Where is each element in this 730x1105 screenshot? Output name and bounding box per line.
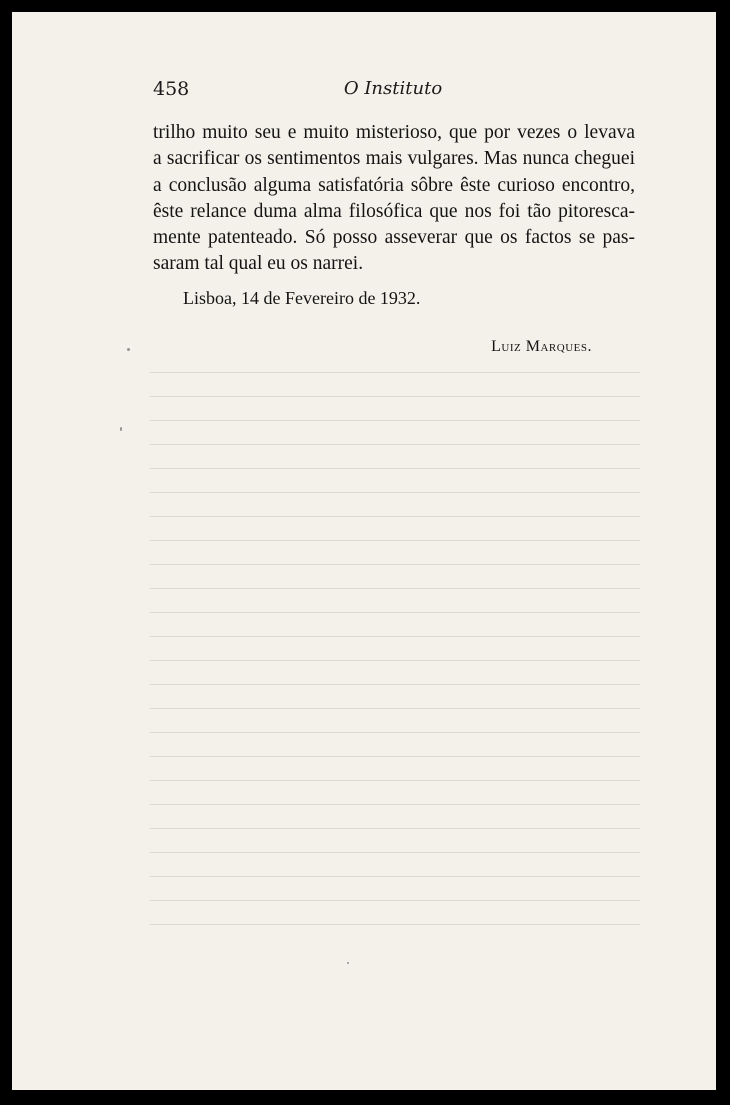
show-through-line <box>150 900 640 901</box>
show-through-line <box>150 780 640 781</box>
page-number: 458 <box>153 78 190 100</box>
show-through-line <box>150 396 640 397</box>
show-through-line <box>150 468 640 469</box>
show-through-line <box>150 420 640 421</box>
text-line: mente patenteado. Só posso asseverar que os factos se pas- <box>153 227 635 249</box>
paper-speck <box>127 348 130 351</box>
text-line: a conclusão alguma satisfatória sôbre êste curioso encontro, <box>153 174 635 196</box>
dateline: Lisboa, 14 de Fevereiro de 1932. <box>183 288 421 308</box>
show-through-line <box>150 924 640 925</box>
show-through-line <box>150 852 640 853</box>
show-through-line <box>150 372 640 373</box>
show-through-line <box>150 444 640 445</box>
text-line: êste relance duma alma filosófica que nos foi tão pitoresca- <box>153 200 635 222</box>
book-page <box>12 12 716 1090</box>
show-through-line <box>150 804 640 805</box>
show-through-line <box>150 564 640 565</box>
show-through-line <box>150 660 640 661</box>
show-through-line <box>150 516 640 517</box>
show-through-line <box>150 828 640 829</box>
body-paragraph <box>153 120 635 278</box>
show-through-line <box>150 756 640 757</box>
show-through-line <box>150 636 640 637</box>
show-through-line <box>150 588 640 589</box>
show-through-line <box>150 540 640 541</box>
show-through-line <box>150 708 640 709</box>
paper-speck <box>347 962 349 964</box>
show-through-line <box>150 876 640 877</box>
show-through-line <box>150 732 640 733</box>
running-head <box>153 78 633 108</box>
text-line: trilho muito seu e muito misterioso, que por vezes o levava <box>153 122 635 143</box>
author-signature: Luiz Marques. <box>491 338 592 355</box>
text-line: saram tal qual eu os narrei. <box>153 253 364 275</box>
paper-speck <box>120 427 122 431</box>
show-through-line <box>150 612 640 613</box>
text-line: a sacrificar os sentimentos mais vulgares. Mas nunca cheguei <box>153 148 635 170</box>
journal-title: O Instituto <box>343 78 443 99</box>
show-through-line <box>150 684 640 685</box>
show-through-line <box>150 492 640 493</box>
